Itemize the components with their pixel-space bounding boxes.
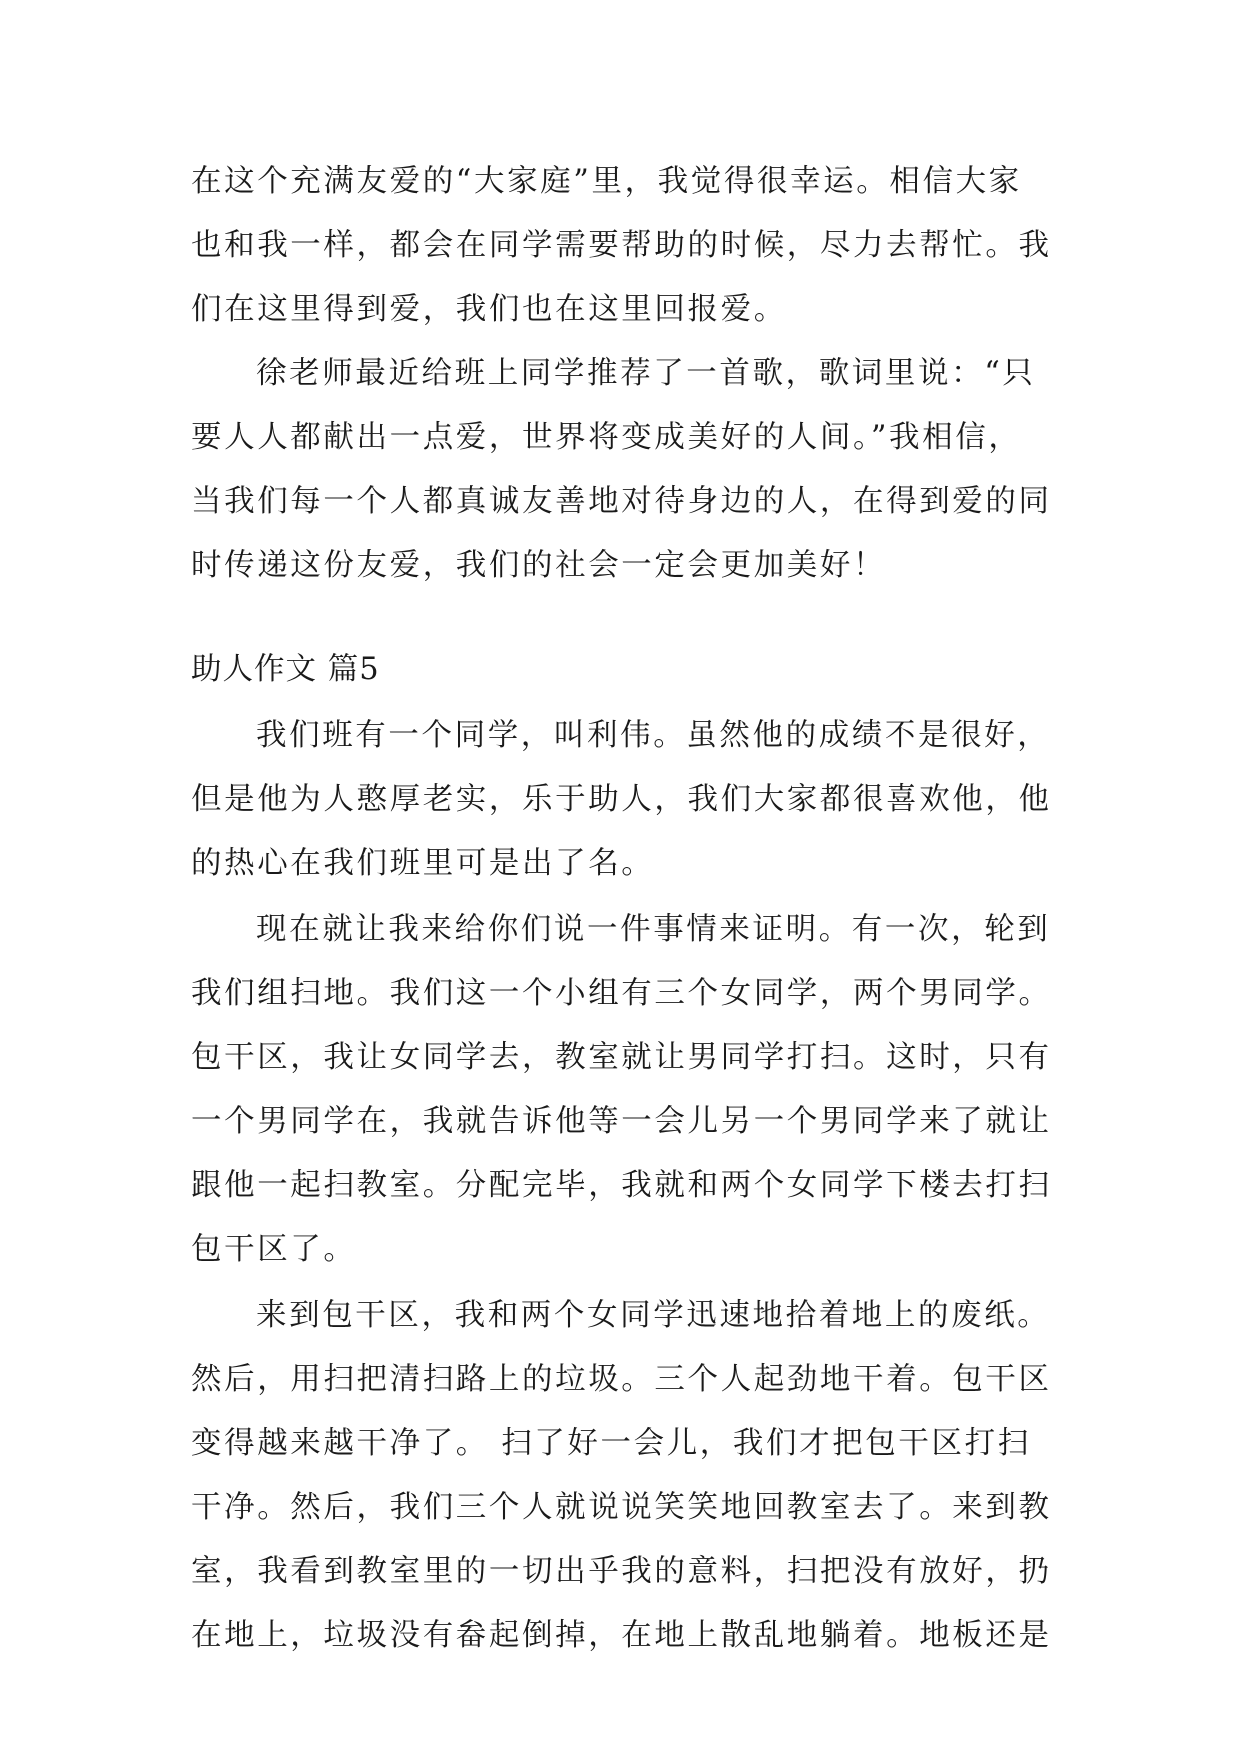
paragraph-line: 跟他一起扫教室。分配完毕，我就和两个女同学下楼去打扫	[191, 1168, 1052, 1203]
paragraph-line: 来到包干区，我和两个女同学迅速地拾着地上的废纸。	[256, 1298, 1051, 1333]
paragraph-line: 当我们每一个人都真诚友善地对待身边的人，在得到爱的同	[191, 484, 1052, 519]
paragraph-line: 也和我一样，都会在同学需要帮助的时候，尽力去帮忙。我	[191, 228, 1052, 263]
paragraph-line: 然后，用扫把清扫路上的垃圾。三个人起劲地干着。包干区	[191, 1362, 1052, 1397]
paragraph-line: 要人人都献出一点爱，世界将变成美好的人间。”我相信，	[191, 420, 1022, 455]
paragraph-line: 包干区，我让女同学去，教室就让男同学打扫。这时，只有	[191, 1040, 1052, 1075]
paragraph-line: 现在就让我来给你们说一件事情来证明。有一次，轮到	[256, 912, 1051, 947]
paragraph-line: 室，我看到教室里的一切出乎我的意料，扫把没有放好，扔	[191, 1554, 1052, 1589]
paragraph-line: 我们班有一个同学，叫利伟。虽然他的成绩不是很好，	[256, 718, 1051, 753]
section-heading: 助人作文 篇5	[191, 652, 380, 687]
paragraph-line: 变得越来越干净了。 扫了好一会儿，我们才把包干区打扫	[191, 1426, 1031, 1461]
paragraph-line: 们在这里得到爱，我们也在这里回报爱。	[191, 292, 787, 327]
paragraph-line: 但是他为人憨厚老实，乐于助人，我们大家都很喜欢他，他	[191, 782, 1052, 817]
paragraph-line: 我们组扫地。我们这一个小组有三个女同学，两个男同学。	[191, 976, 1052, 1011]
paragraph-line: 徐老师最近给班上同学推荐了一首歌，歌词里说：“只	[256, 356, 1036, 391]
paragraph-line: 时传递这份友爱，我们的社会一定会更加美好！	[191, 548, 887, 583]
paragraph-line: 一个男同学在，我就告诉他等一会儿另一个男同学来了就让	[191, 1104, 1052, 1139]
paragraph-line: 的热心在我们班里可是出了名。	[191, 846, 655, 881]
paragraph-line: 包干区了。	[191, 1232, 357, 1267]
paragraph-line: 在这个充满友爱的“大家庭”里，我觉得很幸运。相信大家	[191, 164, 1022, 199]
paragraph-line: 在地上，垃圾没有畚起倒掉，在地上散乱地躺着。地板还是	[191, 1618, 1052, 1653]
paragraph-line: 干净。然后，我们三个人就说说笑笑地回教室去了。来到教	[191, 1490, 1052, 1525]
